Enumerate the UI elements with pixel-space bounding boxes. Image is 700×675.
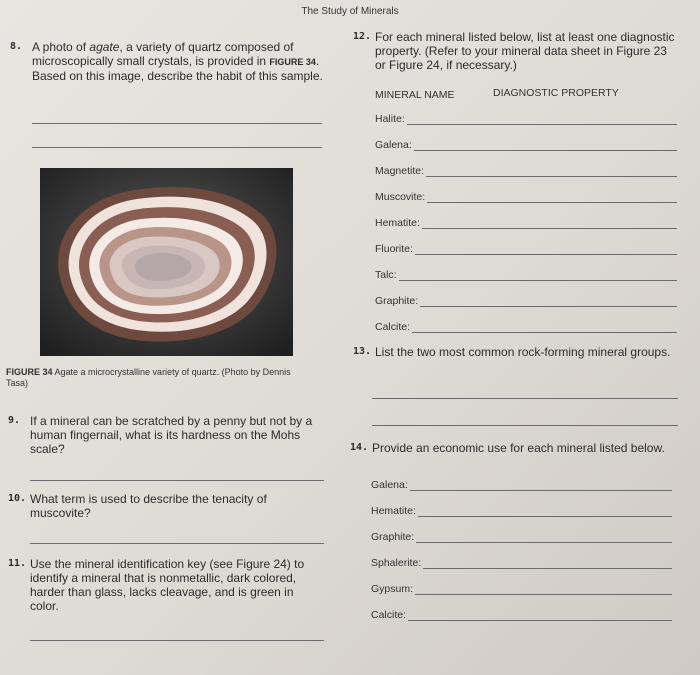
answer-line-q13-1[interactable] — [372, 398, 678, 399]
question-10: 10. What term is used to describe the tenacity of muscovite? — [8, 492, 267, 520]
question-number: 12. — [353, 31, 372, 42]
question-number: 14. — [350, 442, 369, 453]
q14-mineral-answer-line[interactable] — [410, 490, 672, 491]
q12-mineral-answer-line[interactable] — [412, 332, 677, 333]
q14-mineral-answer-line[interactable] — [408, 620, 672, 621]
q12-mineral-label: Calcite: — [375, 321, 411, 333]
q12-mineral-label: Magnetite: — [375, 165, 425, 177]
q12-mineral-label: Galena: — [375, 139, 412, 151]
q12-mineral-label: Talc: — [375, 269, 397, 281]
q12-mineral-answer-line[interactable] — [420, 306, 677, 307]
figure-34-caption: FIGURE 34 Agate a microcrystalline variety of quartz. (Photo by Dennis Tasa) — [6, 367, 291, 388]
question-13: 13. List the two most common rock-forming mineral groups. — [353, 345, 671, 359]
q12-mineral-label: Muscovite: — [375, 191, 426, 203]
q14-mineral-label: Gypsum: — [371, 583, 414, 595]
question-9: 9. If a mineral can be scratched by a penny but not by a human fingernail, what is its hardness on the Mohs scale? — [8, 414, 313, 456]
q12-mineral-label: Fluorite: — [375, 243, 413, 255]
q12-mineral-label: Graphite: — [375, 295, 419, 307]
q12-mineral-answer-line[interactable] — [426, 176, 677, 177]
question-number: 11. — [8, 558, 27, 569]
question-11: 11. Use the mineral identification key (see Figure 24) to identify a mineral that is nonmetallic, dark colored, harder than glass, lacks cleavage, and is green in color. — [8, 557, 305, 613]
q12-mineral-answer-line[interactable] — [414, 150, 677, 151]
agate-illustration — [40, 168, 293, 356]
question-number: 13. — [353, 346, 372, 357]
q12-mineral-label: Halite: — [375, 113, 405, 125]
answer-line-q8-2[interactable] — [32, 147, 322, 148]
answer-line-q9[interactable] — [30, 480, 324, 481]
column-header-property: DIAGNOSTIC PROPERTY — [493, 87, 619, 99]
question-14: 14. Provide an economic use for each mineral listed below. — [350, 441, 665, 455]
q14-mineral-answer-line[interactable] — [416, 542, 672, 543]
q14-mineral-answer-line[interactable] — [423, 568, 672, 569]
question-number: 8. — [10, 41, 23, 52]
column-header-mineral: MINERAL NAME — [375, 89, 455, 101]
answer-line-q11[interactable] — [30, 640, 324, 641]
agate-photo — [40, 168, 293, 356]
q12-mineral-label: Hematite: — [375, 217, 420, 229]
q12-mineral-answer-line[interactable] — [399, 280, 677, 281]
page-header: The Study of Minerals — [301, 6, 399, 17]
q14-mineral-label: Hematite: — [371, 505, 416, 517]
answer-line-q13-2[interactable] — [372, 425, 678, 426]
q14-mineral-label: Sphalerite: — [371, 557, 422, 569]
question-12: 12. For each mineral listed below, list at least one diagnostic property. (Refer to your mineral data sheet in Figure 23 or Figure 24, if necessary.) — [353, 30, 675, 72]
q14-mineral-answer-line[interactable] — [418, 516, 672, 517]
question-8: 8. A photo of agate, a variety of quartz composed of microscopically small crystals, is provided in FIGURE 34. Based on this image, describe the habit of this sample. — [10, 40, 323, 83]
q12-mineral-answer-line[interactable] — [407, 124, 677, 125]
q12-mineral-answer-line[interactable] — [422, 228, 677, 229]
figure-reference: FIGURE 34 — [269, 57, 316, 67]
answer-line-q8-1[interactable] — [32, 123, 322, 124]
q14-mineral-label: Graphite: — [371, 531, 415, 543]
q12-mineral-answer-line[interactable] — [427, 202, 677, 203]
q12-mineral-answer-line[interactable] — [415, 254, 677, 255]
q14-mineral-label: Galena: — [371, 479, 408, 491]
question-number: 10. — [8, 493, 27, 504]
answer-line-q10[interactable] — [30, 543, 324, 544]
q14-mineral-answer-line[interactable] — [415, 594, 672, 595]
question-number: 9. — [8, 415, 21, 426]
q14-mineral-label: Calcite: — [371, 609, 407, 621]
